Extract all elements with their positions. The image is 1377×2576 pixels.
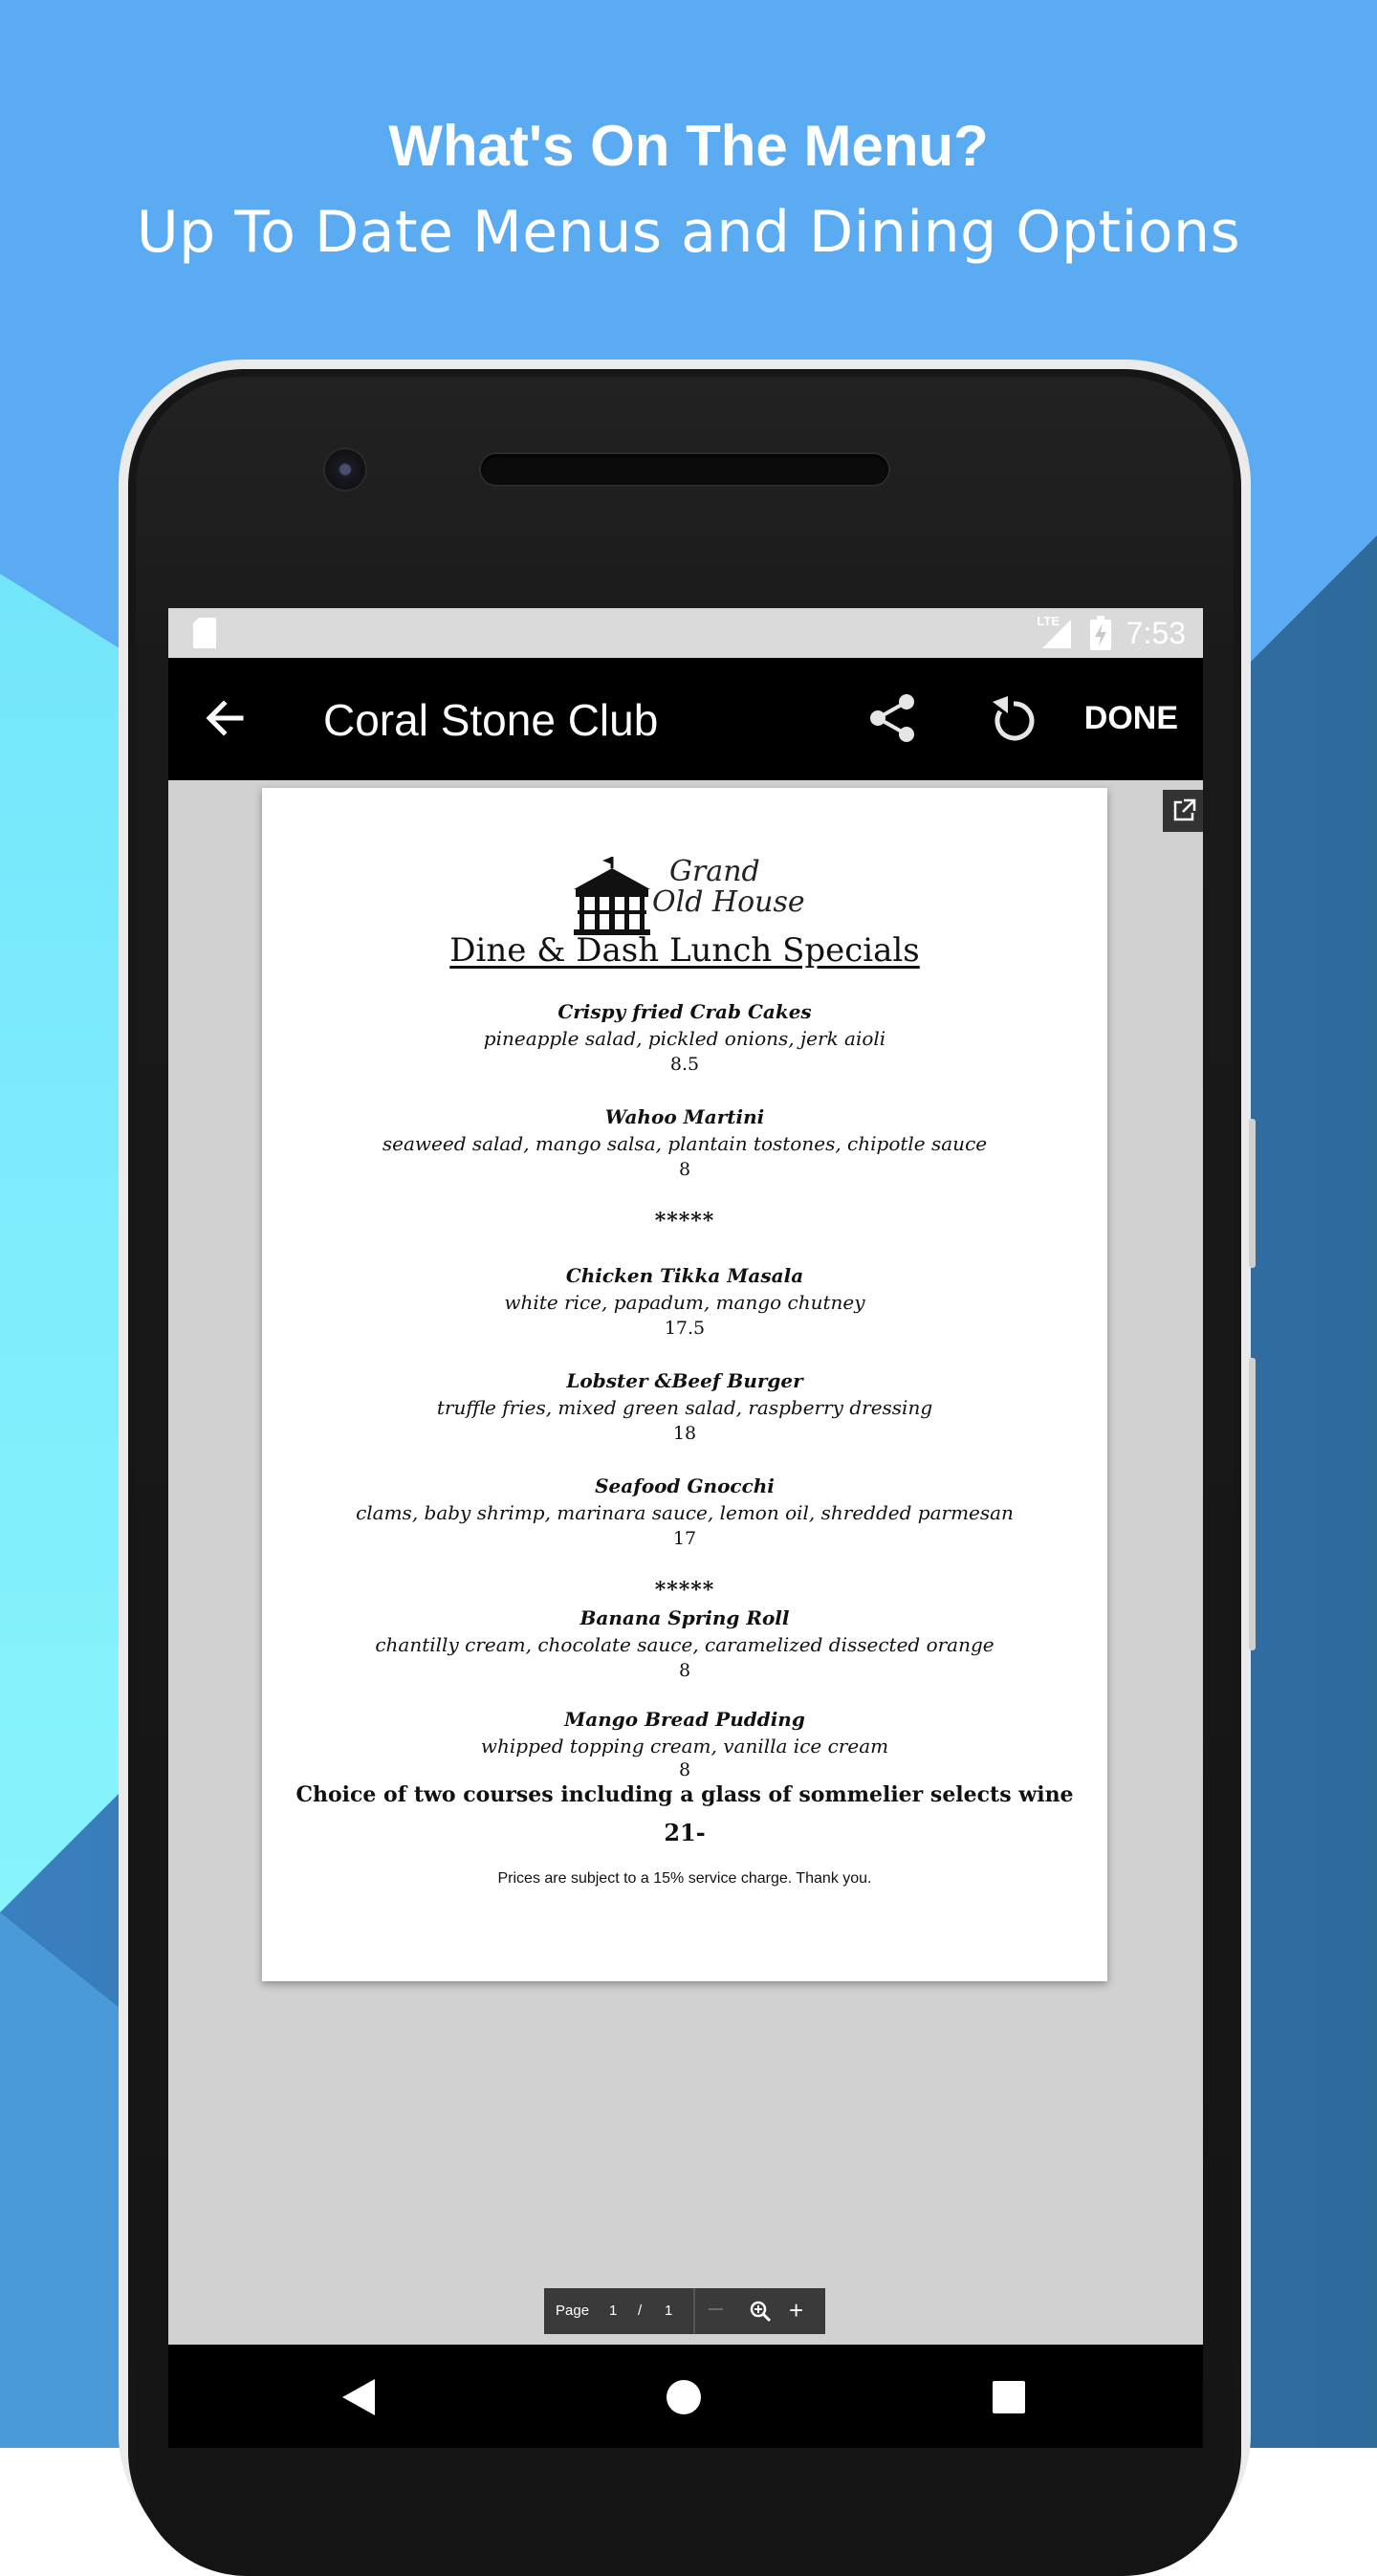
status-time: 7:53 [1126,616,1186,650]
signal-icon [1042,620,1071,648]
pdf-page-toolbar [544,2288,825,2334]
open-external-icon[interactable] [1163,790,1203,832]
zoom-out-button[interactable]: — [709,2301,723,2317]
menu-item-desc: chantilly cream, chocolate sauce, caramelized dissected orange [375,1633,994,1656]
refresh-icon[interactable] [987,692,1040,746]
volume-button [1249,1119,1256,1268]
battery-charging-icon [1090,616,1111,650]
page-label: Page [556,2303,590,2319]
menu-item-desc: truffle fries, mixed green salad, raspberry dressing [436,1396,933,1419]
logo-wordmark-line2: Old House [652,885,805,919]
menu-item-name: Banana Spring Roll [579,1606,790,1629]
menu-item-name: Chicken Tikka Masala [565,1264,804,1287]
earpiece-speaker [481,454,888,485]
menu-choice-price: 21- [664,1819,706,1846]
menu-item-price: 8 [678,1159,691,1180]
menu-title: Dine & Dash Lunch Specials [449,931,920,970]
nav-back-icon[interactable] [342,2379,375,2415]
nav-home-icon[interactable] [666,2379,702,2415]
share-icon[interactable] [866,692,918,744]
page-separator: / [638,2303,643,2319]
menu-item-desc: white rice, papadum, mango chutney [504,1291,865,1314]
promo-subheadline: Up To Date Menus and Dining Options [136,199,1241,266]
current-page-field[interactable]: 1 [609,2303,618,2319]
menu-item-price: 8.5 [669,1054,700,1075]
menu-item-desc: whipped topping cream, vanilla ice cream [480,1735,889,1757]
menu-item-name: Lobster &Beef Burger [566,1369,803,1392]
front-camera [325,449,365,490]
menu-item-name: Mango Bread Pudding [564,1708,805,1731]
menu-footnote: Prices are subject to a 15% service charge. Thank you. [497,1870,872,1887]
app-toolbar [168,658,1203,780]
menu-choice-text: Choice of two courses including a glass of sommelier selects wine [295,1782,1074,1807]
phone-screen [168,608,1203,2448]
menu-item-name: Seafood Gnocchi [595,1474,775,1497]
sd-card-icon [191,618,218,648]
zoom-in-button[interactable]: + [789,2296,804,2325]
gazebo-logo-icon [574,857,650,935]
logo-wordmark-line1: Grand [669,855,760,888]
promo-headline: What's On The Menu? [388,114,989,178]
system-nav-bar [168,2345,1203,2448]
status-bar [168,608,1203,658]
menu-item-price: 18 [672,1423,697,1444]
back-arrow-icon[interactable] [205,698,245,738]
section-separator: ***** [654,1209,715,1233]
menu-item-desc: pineapple salad, pickled onions, jerk aioli [483,1027,886,1050]
total-pages: 1 [665,2303,673,2319]
menu-document-page [262,788,1107,1981]
menu-item-desc: clams, baby shrimp, marinara sauce, lemon oil, shredded parmesan [356,1501,1014,1524]
menu-item-name: Crispy fried Crab Cakes [557,1000,812,1023]
menu-item-desc: seaweed salad, mango salsa, plantain tostones, chipotle sauce [382,1132,988,1155]
section-separator: ***** [654,1578,715,1603]
menu-item-price: 8 [678,1660,691,1681]
menu-item-price: 17.5 [664,1318,706,1339]
network-type-label: LTE [1037,614,1060,628]
pager-divider [693,2288,695,2334]
done-button[interactable]: DONE [1083,700,1178,736]
page-title: Coral Stone Club [323,695,659,745]
zoom-magnifier-icon[interactable] [749,2300,772,2323]
menu-item-name: Wahoo Martini [604,1105,765,1128]
nav-recents-icon[interactable] [993,2381,1025,2413]
menu-item-price: 17 [672,1528,697,1549]
menu-item-price: 8 [678,1759,691,1780]
power-button [1249,1358,1256,1650]
